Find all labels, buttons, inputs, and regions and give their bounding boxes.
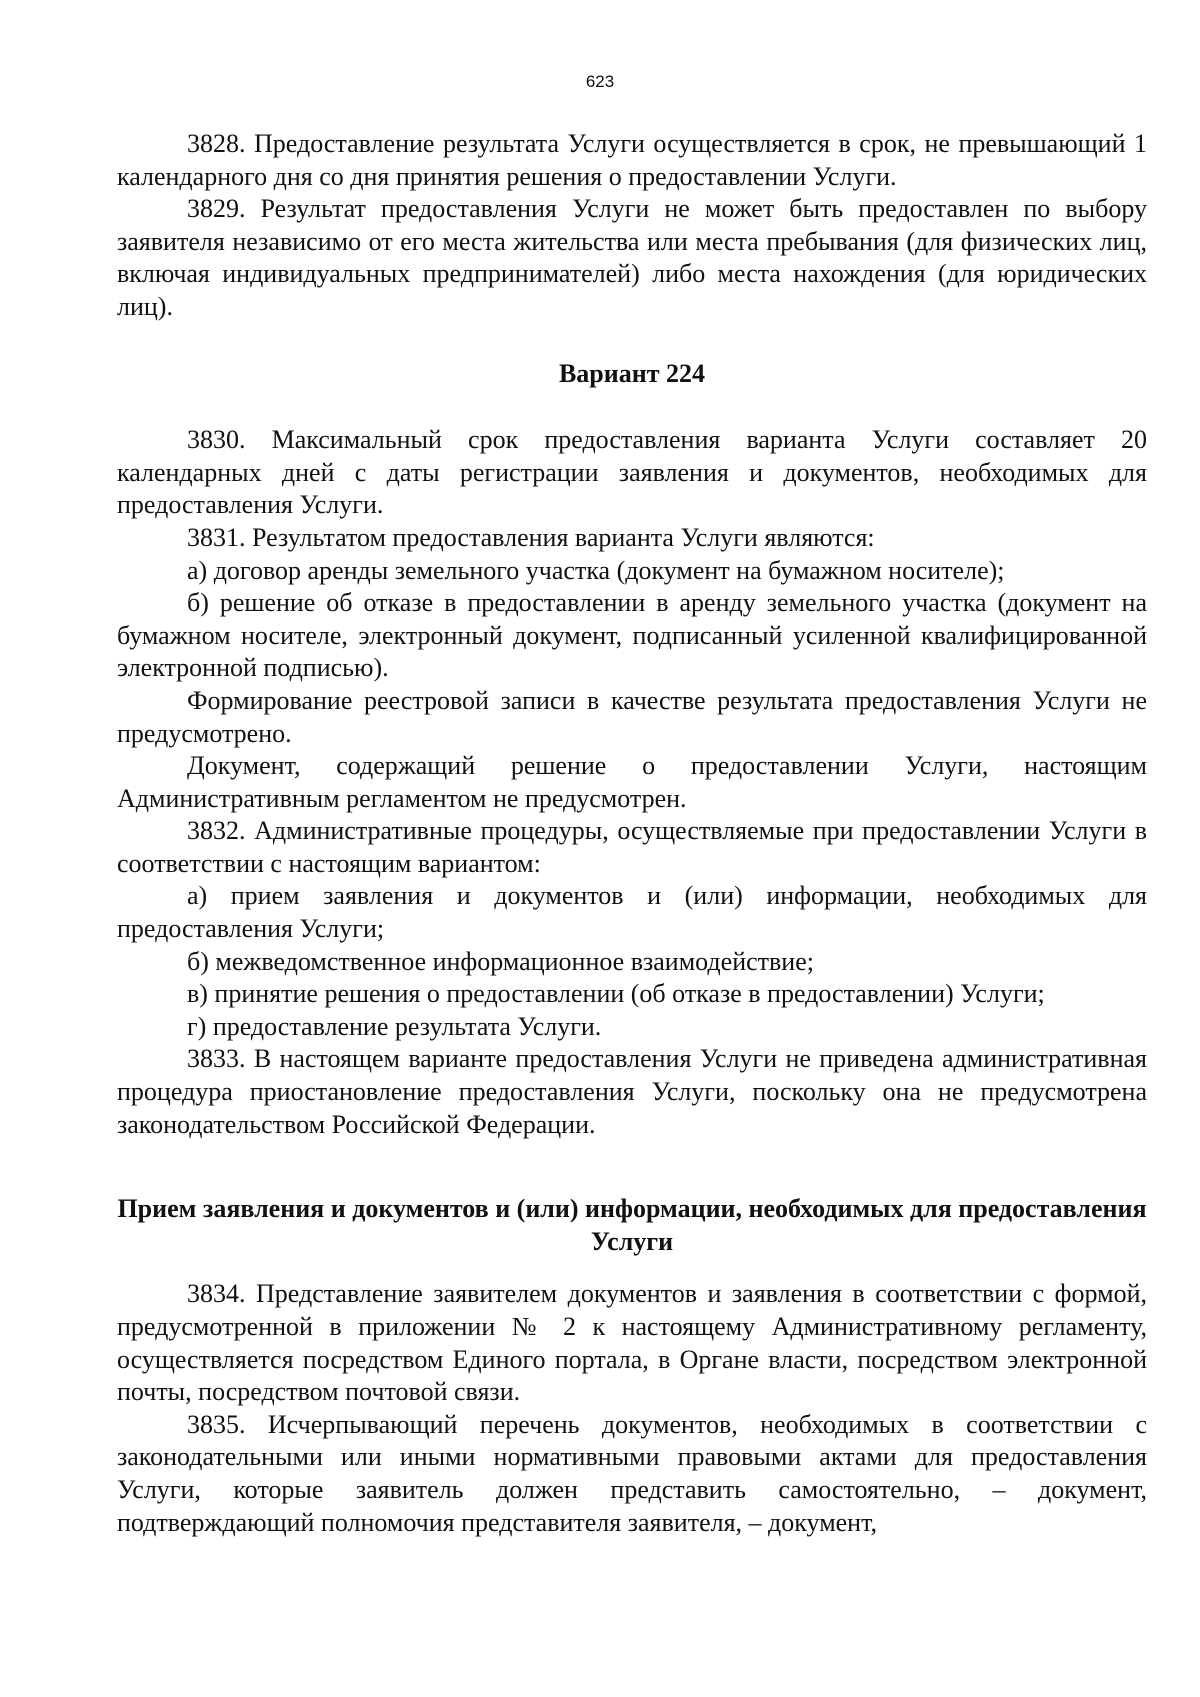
paragraph-3831: 3831. Результатом предоставления варианта Услуги являются:: [187, 522, 875, 552]
paragraph-3829: 3829. Результат предоставления Услуги не может быть предоставлен по выбору заявителя независимо от его места жительства или места пребывания (для физических лиц, включая индивидуальных предпринимателей) либо места нахождения (для юридических лиц).: [117, 194, 1147, 321]
paragraph-3835: 3835. Исчерпывающий перечень документов, необходимых в соответствии с законодательными или иными нормативными правовыми актами для предоставления Услуги, которые заявитель должен представить самостоятельно, – документ, подтверждающий полномочия представителя заявителя, – документ,: [117, 1409, 1147, 1537]
paragraph-3830: 3830. Максимальный срок предоставления варианта Услуги составляет 20 календарных дней с даты регистрации заявления и документов, необходимых для предоставления Услуги.: [117, 425, 1147, 520]
paragraph-3832: 3832. Административные процедуры, осуществляемые при предоставлении Услуги в соответствии с настоящим вариантом:: [117, 816, 1147, 878]
procedure-item-d: г) предоставление результата Услуги.: [187, 1011, 602, 1041]
paragraph-3828: 3828. Предоставление результата Услуги осуществляется в срок, не превышающий 1 календарного дня со дня принятия решения о предоставлении Услуги.: [117, 129, 1147, 191]
paragraph-3834: 3834. Представление заявителем документов и заявления в соответствии с формой, предусмотренной в приложении № 2 к настоящему Административному регламенту, осуществляется посредством Единого портала, в Органе власти, посредством электронной почты, посредством почтовой связи.: [117, 1279, 1147, 1407]
heading-variant: Вариант 224: [558, 358, 706, 388]
document-body: [117, 128, 1147, 1539]
procedure-item-c: в) принятие решения о предоставлении (об отказе в предоставлении) Услуги;: [187, 979, 1045, 1009]
paragraph-3833: 3833. В настоящем варианте предоставления Услуги не приведена административная процедура приостановление предоставления Услуги, поскольку она не предусмотрена законодательством Российской Федерации.: [117, 1044, 1147, 1139]
procedure-item-b: б) межведомственное информационное взаимодействие;: [187, 946, 814, 976]
list-item-b: б) решение об отказе в предоставлении в аренду земельного участка (документ на бумажном носителе, электронный документ, подписанный усиленной квалифицированной электронной подписью).: [117, 588, 1147, 683]
heading-section: Прием заявления и документов и (или) информации, необходимых для предоставления Услуги: [117, 1194, 1147, 1256]
list-item-a: а) договор аренды земельного участка (документ на бумажном носителе);: [187, 555, 1005, 585]
paragraph-registry-note: Формирование реестровой записи в качестве результата предоставления Услуги не предусмотрено.: [117, 685, 1147, 748]
paragraph-decision-note: Документ, содержащий решение о предоставлении Услуги, настоящим Административным регламентом не предусмотрен.: [117, 751, 1147, 813]
page-number: 623: [585, 72, 615, 91]
procedure-item-a: а) прием заявления и документов и (или) информации, необходимых для предоставления Услуги;: [117, 881, 1147, 944]
